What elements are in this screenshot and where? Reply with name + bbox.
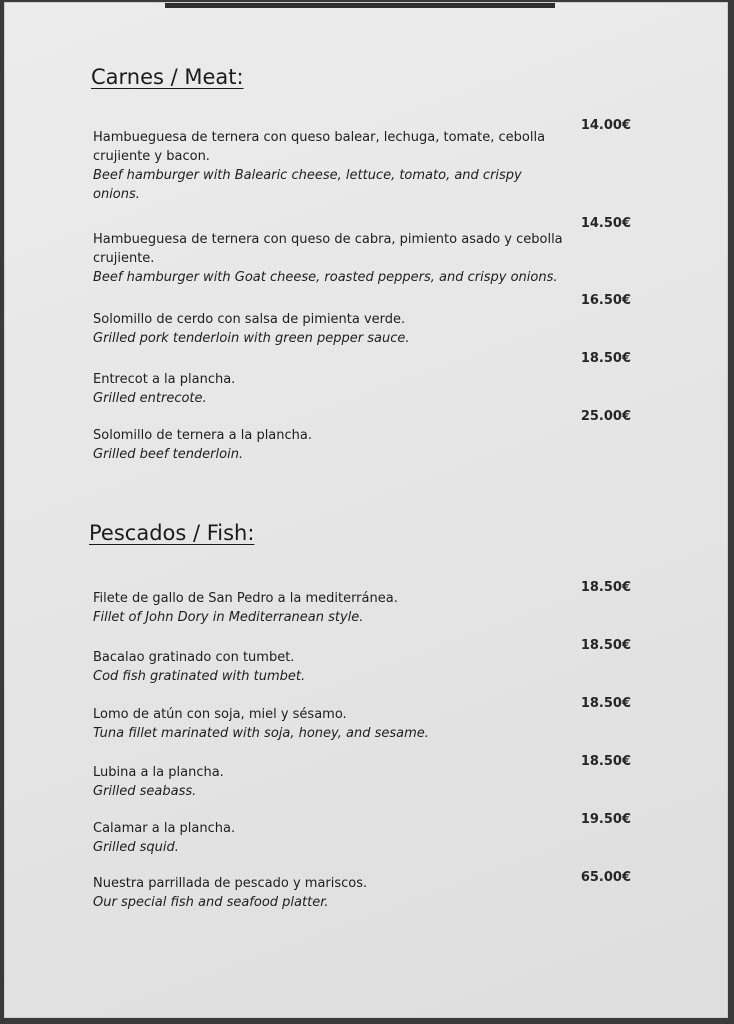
item-name-es: Filete de gallo de San Pedro a la mediterránea. <box>93 591 398 606</box>
item-price: 25.00€ <box>580 409 631 424</box>
item-price: 18.50€ <box>580 696 631 711</box>
item-name-en: Grilled pork tenderloin with green pepper sauce. <box>93 331 410 346</box>
item-name-es: Lubina a la plancha. <box>93 765 224 780</box>
menu-item <box>93 648 563 686</box>
item-name-es: Entrecot a la plancha. <box>93 372 236 387</box>
item-name-es: Calamar a la plancha. <box>93 821 236 836</box>
item-price: 14.00€ <box>580 118 631 133</box>
section-title-meat: Carnes / Meat: <box>91 65 244 89</box>
menu-item <box>93 763 563 801</box>
item-name-es: Solomillo de ternera a la plancha. <box>93 428 312 443</box>
item-name-en: Tuna fillet marinated with soja, honey, and sesame. <box>93 726 429 741</box>
item-price: 19.50€ <box>580 812 631 827</box>
item-name-es: Hambueguesa de ternera con queso balear, lechuga, tomate, cebolla crujiente y bacon. <box>93 130 546 164</box>
item-price: 18.50€ <box>580 638 631 653</box>
item-name-en: Grilled seabass. <box>93 784 197 799</box>
menu-item <box>93 589 563 627</box>
item-name-en: Fillet of John Dory in Mediterranean style. <box>93 610 364 625</box>
item-name-en: Grilled entrecote. <box>93 391 207 406</box>
menu-item <box>93 128 563 204</box>
menu-item <box>93 705 563 743</box>
item-price: 18.50€ <box>580 580 631 595</box>
section-title-fish: Pescados / Fish: <box>89 521 255 545</box>
menu-page <box>4 2 728 1018</box>
item-name-en: Grilled squid. <box>93 840 179 855</box>
menu-item <box>93 819 563 857</box>
menu-item <box>93 370 563 408</box>
item-name-en: Grilled beef tenderloin. <box>93 447 244 462</box>
item-name-en: Cod fish gratinated with tumbet. <box>93 669 306 684</box>
item-price: 16.50€ <box>580 293 631 308</box>
item-name-en: Beef hamburger with Balearic cheese, lettuce, tomato, and crispy onions. <box>93 168 522 202</box>
menu-item <box>93 426 563 464</box>
item-price: 14.50€ <box>580 216 631 231</box>
item-name-es: Lomo de atún con soja, miel y sésamo. <box>93 707 347 722</box>
menu-item <box>93 230 563 287</box>
item-name-es: Solomillo de cerdo con salsa de pimienta verde. <box>93 312 406 327</box>
item-name-es: Nuestra parrillada de pescado y mariscos. <box>93 876 368 891</box>
menu-item <box>93 874 563 912</box>
item-name-en: Our special fish and seafood platter. <box>93 895 329 910</box>
item-name-en: Beef hamburger with Goat cheese, roasted peppers, and crispy onions. <box>93 270 558 285</box>
item-price: 65.00€ <box>580 870 631 885</box>
item-name-es: Hambueguesa de ternera con queso de cabra, pimiento asado y cebolla crujiente. <box>93 232 563 266</box>
item-price: 18.50€ <box>580 754 631 769</box>
item-name-es: Bacalao gratinado con tumbet. <box>93 650 295 665</box>
menu-item <box>93 310 563 348</box>
item-price: 18.50€ <box>580 351 631 366</box>
page-top-shadow <box>165 3 555 8</box>
